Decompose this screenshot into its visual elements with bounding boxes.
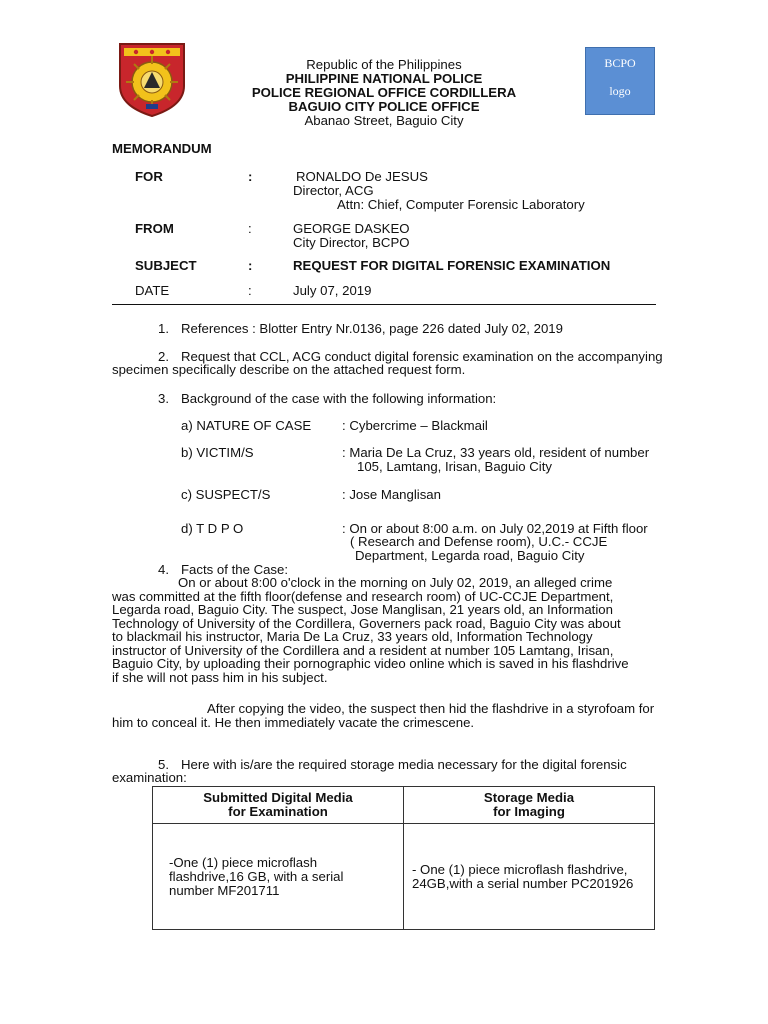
item-2-line-2: specimen specifically describe on the attached request form. <box>112 362 466 377</box>
header-republic: Republic of the Philippines <box>306 57 462 72</box>
facts-line: Legarda road, Baguio City. The suspect, Jose Manglisan, 21 years old, an Information <box>112 602 613 617</box>
from-position: City Director, BCPO <box>293 235 410 250</box>
table-row <box>153 824 655 930</box>
col-submitted-media-header <box>153 787 404 824</box>
tdpo-line-1: : On or about 8:00 a.m. on July 02,2019 at Fifth floor <box>342 521 648 536</box>
tdpo-line-2: ( Research and Defense room), U.C.- CCJE <box>350 534 608 549</box>
suspect-value: : Jose Manglisan <box>342 487 441 502</box>
header-pnp: PHILIPPINE NATIONAL POLICE <box>285 71 483 86</box>
for-label: FOR <box>135 169 163 184</box>
subject-label: SUBJECT <box>135 258 197 273</box>
facts-paragraph <box>112 576 678 684</box>
nature-label: a) NATURE OF CASE <box>181 418 312 433</box>
item-5-number: 5. <box>158 757 169 772</box>
storage-media-table <box>152 786 655 930</box>
cell-line: number MF201711 <box>169 882 280 898</box>
facts-line: if she will not pass him in his subject. <box>112 669 328 685</box>
col-storage-media-header <box>404 787 655 824</box>
for-position: Director, ACG <box>293 183 374 198</box>
cell-line: 24GB,with a serial number PC201926 <box>412 875 634 891</box>
item-3-text: Background of the case with the following information: <box>181 391 497 406</box>
item-4-number: 4. <box>158 562 169 577</box>
item-5-line-1: Here with is/are the required storage media necessary for the digital forensic <box>181 757 627 772</box>
for-colon: : <box>248 169 253 184</box>
item-1-number: 1. <box>158 321 169 336</box>
pnp-emblem <box>116 40 188 118</box>
cell-line: - One (1) piece microflash flashdrive, <box>412 861 628 877</box>
facts-line: On or about 8:00 o'clock in the morning on July 02, 2019, an alleged crime <box>178 575 613 590</box>
facts-line: instructor of University of the Cordillera and a resident at number 105 Lamtang, Irisan, <box>112 642 614 658</box>
item-3-number: 3. <box>158 391 169 406</box>
logo-line-2: logo <box>609 84 631 98</box>
cell-line: -One (1) piece microflash <box>169 854 318 870</box>
victim-line-1: : Maria De La Cruz, 33 years old, resident of number <box>342 445 650 460</box>
for-name: RONALDO De JESUS <box>296 169 428 184</box>
header-line: Storage Media <box>483 790 575 805</box>
cell-line: flashdrive,16 GB, with a serial <box>169 868 344 884</box>
facts-line: was committed at the fifth floor(defense and research room) of UC-CCJE Department, <box>112 588 614 604</box>
tdpo-label: d) T D P O <box>181 521 244 536</box>
facts-line: Baguio City, by uploading their pornographic video online which is saved in his flashdrive <box>112 656 629 671</box>
header-line: for Examination <box>228 804 328 819</box>
subject-colon: : <box>248 258 253 273</box>
from-name: GEORGE DASKEO <box>293 221 410 236</box>
item-5-line-2: examination: <box>112 770 187 785</box>
from-label: FROM <box>135 221 174 236</box>
header-regional-office: POLICE REGIONAL OFFICE CORDILLERA <box>251 85 517 100</box>
subject-value: REQUEST FOR DIGITAL FORENSIC EXAMINATION <box>293 258 611 273</box>
item-2-line-1: Request that CCL, ACG conduct digital forensic examination on the accompanying <box>181 349 663 364</box>
suspect-label: c) SUSPECT/S <box>181 487 271 502</box>
date-label: DATE <box>135 283 170 298</box>
submitted-media-cell <box>153 824 404 930</box>
date-value: July 07, 2019 <box>293 283 372 298</box>
tdpo-line-3: Department, Legarda road, Baguio City <box>355 548 585 563</box>
memo-divider <box>112 304 656 305</box>
victim-label: b) VICTIM/S <box>181 445 254 460</box>
for-attn: Attn: Chief, Computer Forensic Laboratory <box>337 197 585 212</box>
nature-value: : Cybercrime – Blackmail <box>342 418 488 433</box>
item-4-text: Facts of the Case: <box>181 562 289 577</box>
storage-media-cell <box>404 824 655 930</box>
facts-line: to blackmail his instructor, Maria De La Cruz, 33 years old, Information Technology <box>112 629 593 644</box>
after-line-1: After copying the video, the suspect then hid the flashdrive in a styrofoam for <box>207 701 655 716</box>
header-line: for Imaging <box>493 804 565 819</box>
memo-title: MEMORANDUM <box>112 141 212 156</box>
item-2-number: 2. <box>158 349 169 364</box>
header-address: Abanao Street, Baguio City <box>304 113 464 128</box>
date-colon: : <box>248 283 252 298</box>
bcpo-logo-placeholder <box>585 47 655 115</box>
header-line: Submitted Digital Media <box>203 790 353 805</box>
header-city-office: BAGUIO CITY POLICE OFFICE <box>288 99 480 114</box>
facts-line: Technology of University of the Cordillera, Governers pack road, Baguio City was about <box>112 615 621 631</box>
logo-line-1: BCPO <box>604 56 636 70</box>
table-header-row <box>153 787 655 824</box>
item-1-text: References : Blotter Entry Nr.0136, page 226 dated July 02, 2019 <box>181 321 563 336</box>
after-line-2: him to conceal it. He then immediately vacate the crimescene. <box>112 715 475 730</box>
from-colon: : <box>248 221 252 236</box>
victim-line-2: 105, Lamtang, Irisan, Baguio City <box>357 459 552 474</box>
